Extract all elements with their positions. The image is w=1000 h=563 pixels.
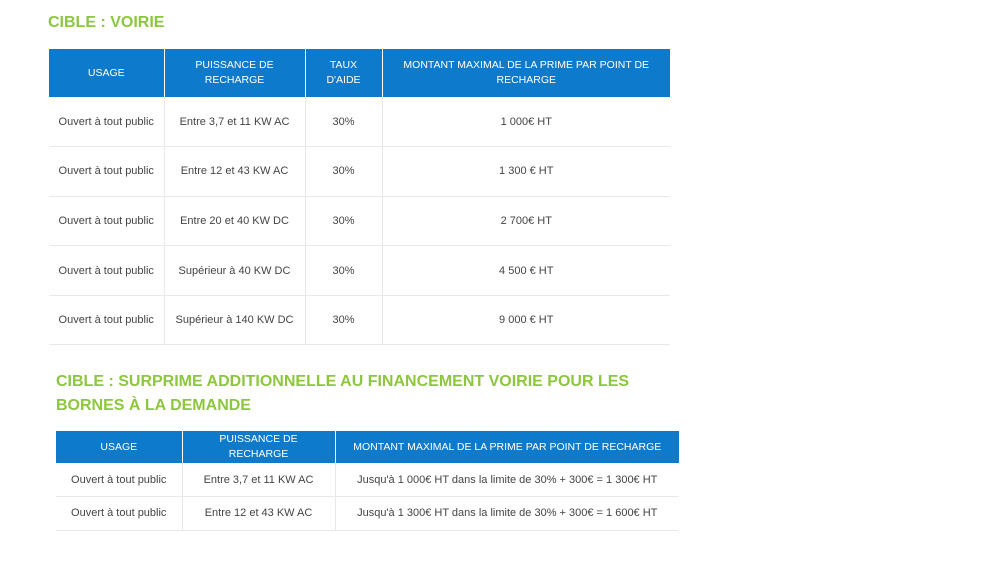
section-title-surprime: CIBLE : SURPRIME ADDITIONNELLE AU FINANCEMENT VOIRIE POUR LES BORNES À LA DEMANDE: [56, 373, 630, 414]
cell-usage: Ouvert à tout public: [49, 246, 164, 296]
header-usage: USAGE: [49, 49, 164, 97]
voirie-table: [49, 49, 670, 345]
header-puissance: PUISSANCE DE RECHARGE: [164, 49, 305, 97]
table-row: [49, 196, 670, 246]
cell-montant: 4 500 € HT: [382, 246, 670, 296]
cell-taux: 30%: [305, 295, 382, 345]
cell-puissance: Entre 12 et 43 KW AC: [164, 147, 305, 197]
cell-puissance: Entre 20 et 40 KW DC: [164, 196, 305, 246]
cell-montant: 1 300 € HT: [382, 147, 670, 197]
cell-usage: Ouvert à tout public: [49, 196, 164, 246]
cell-usage: Ouvert à tout public: [49, 97, 164, 147]
header-puissance: PUISSANCE DE RECHARGE: [182, 431, 335, 463]
table-row: [56, 497, 679, 531]
cell-puissance: Supérieur à 140 KW DC: [164, 295, 305, 345]
cell-puissance: Entre 12 et 43 KW AC: [182, 497, 335, 531]
cell-usage: Ouvert à tout public: [49, 147, 164, 197]
cell-taux: 30%: [305, 97, 382, 147]
cell-usage: Ouvert à tout public: [56, 463, 182, 497]
cell-montant: Jusqu'à 1 300€ HT dans la limite de 30% + 300€ = 1 600€ HT: [335, 497, 679, 531]
section-title-voirie: CIBLE : VOIRIE: [48, 14, 165, 31]
table-row: [56, 463, 679, 497]
cell-taux: 30%: [305, 147, 382, 197]
header-usage: USAGE: [56, 431, 182, 463]
table-header-row: [56, 431, 679, 463]
cell-puissance: Entre 3,7 et 11 KW AC: [182, 463, 335, 497]
table-header-row: [49, 49, 670, 97]
cell-montant: Jusqu'à 1 000€ HT dans la limite de 30% + 300€ = 1 300€ HT: [335, 463, 679, 497]
table-row: [49, 147, 670, 197]
table-row: [49, 97, 670, 147]
header-taux: TAUX D'AIDE: [305, 49, 382, 97]
cell-montant: 2 700€ HT: [382, 196, 670, 246]
cell-puissance: Entre 3,7 et 11 KW AC: [164, 97, 305, 147]
cell-usage: Ouvert à tout public: [56, 497, 182, 531]
cell-montant: 9 000 € HT: [382, 295, 670, 345]
cell-usage: Ouvert à tout public: [49, 295, 164, 345]
cell-taux: 30%: [305, 196, 382, 246]
table-row: [49, 246, 670, 296]
surprime-table: [56, 431, 679, 531]
cell-montant: 1 000€ HT: [382, 97, 670, 147]
header-montant: MONTANT MAXIMAL DE LA PRIME PAR POINT DE RECHARGE: [382, 49, 670, 97]
table-row: [49, 295, 670, 345]
header-montant: MONTANT MAXIMAL DE LA PRIME PAR POINT DE RECHARGE: [335, 431, 679, 463]
cell-taux: 30%: [305, 246, 382, 296]
cell-puissance: Supérieur à 40 KW DC: [164, 246, 305, 296]
